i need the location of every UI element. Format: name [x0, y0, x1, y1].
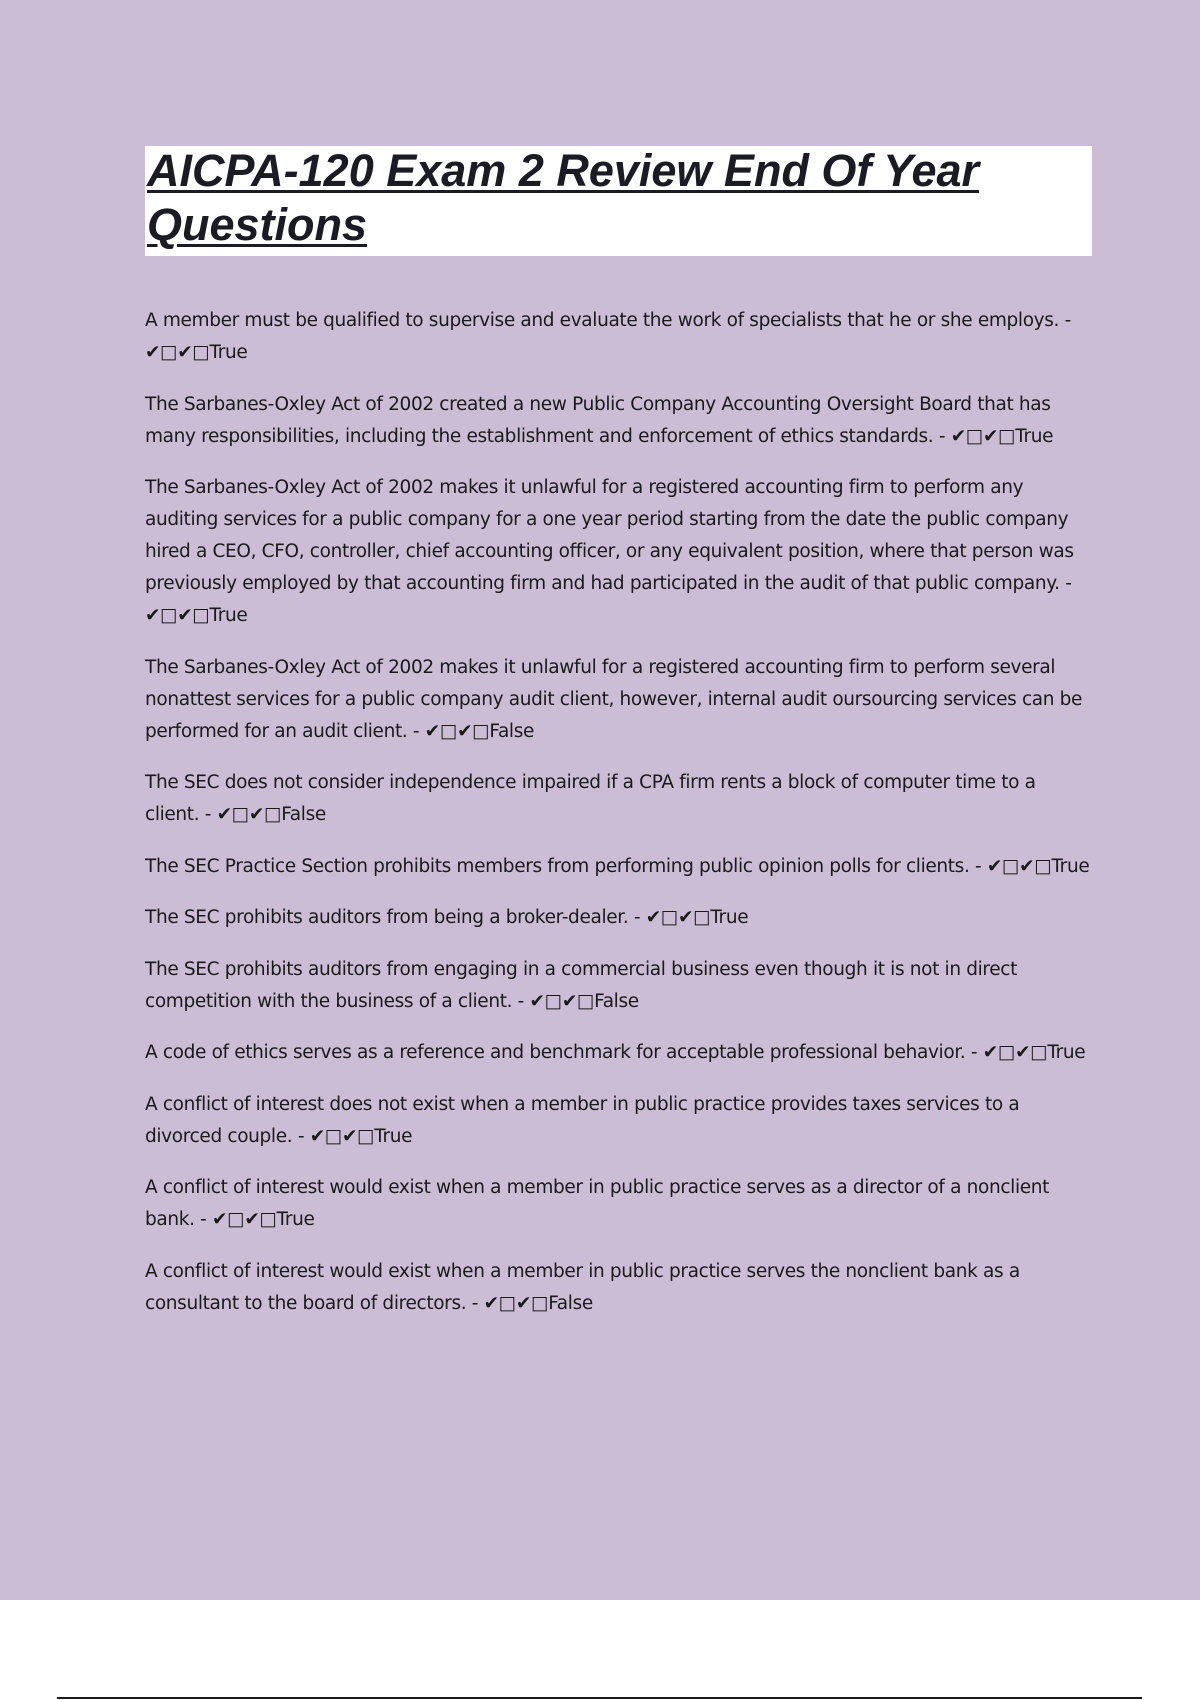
document-title: AICPA-120 Exam 2 Review End Of Year Questions: [147, 145, 980, 250]
answer-text: ✔□✔□True: [145, 342, 248, 363]
question-item: [145, 902, 1090, 934]
question-item: [145, 305, 1090, 369]
question-text: The Sarbanes-Oxley Act of 2002 created a new Public Company Accounting Oversight Board that has many responsibilities, including the establishment and enforcement of ethics standards. -: [145, 393, 1051, 447]
question-item: [145, 851, 1090, 883]
answer-text: ✔□✔□False: [424, 720, 535, 742]
question-text: A conflict of interest does not exist when a member in public practice provides taxes services to a divorced couple. -: [145, 1093, 1020, 1147]
answer-text: ✔□✔□False: [529, 990, 639, 1012]
answer-text: ✔□✔□True: [145, 605, 248, 626]
question-text: The SEC does not consider independence impaired if a CPA firm rents a block of computer time to a client. -: [145, 772, 1036, 825]
footer-divider: [57, 1697, 1142, 1699]
answer-text: ✔□✔□True: [212, 1209, 315, 1230]
question-item: [145, 767, 1090, 831]
question-text: A code of ethics serves as a reference and benchmark for acceptable professional behavior. -: [145, 1042, 983, 1063]
question-item: [145, 1172, 1090, 1236]
answer-text: ✔□✔□True: [982, 1042, 1086, 1063]
question-item: [145, 389, 1090, 453]
answer-text: ✔□✔□True: [986, 855, 1090, 877]
answer-text: ✔□✔□True: [950, 425, 1054, 447]
question-text: The SEC prohibits auditors from being a broker-dealer. -: [145, 907, 646, 928]
question-item: [145, 1256, 1090, 1320]
question-text: A member must be qualified to supervise and evaluate the work of specialists that he or she employs. -: [145, 310, 1071, 331]
answer-text: ✔□✔□False: [483, 1292, 593, 1314]
question-list: [145, 305, 1090, 1339]
question-item: [145, 1089, 1090, 1153]
question-item: [145, 1037, 1090, 1069]
question-text: The Sarbanes-Oxley Act of 2002 makes it unlawful for a registered accounting firm to perform several nonattest services for a public company audit client, however, internal audit oursourcing services can be performed for an audit client. -: [145, 656, 1083, 742]
answer-text: ✔□✔□True: [645, 907, 749, 928]
answer-text: ✔□✔□False: [216, 804, 326, 825]
question-text: The Sarbanes-Oxley Act of 2002 makes it unlawful for a registered accounting firm to perform any auditing services for a public company for a one year period starting from the date the public company hired a CEO, CFO, controller, chief accounting officer, or any equivalent position, where that person was previously employed by that accounting firm and had participated in the audit of that public company. -: [145, 477, 1074, 594]
question-item: [145, 652, 1090, 748]
question-text: A conflict of interest would exist when a member in public practice serves the nonclient bank as a consultant to the board of directors. -: [145, 1260, 1020, 1314]
question-text: The SEC prohibits auditors from engaging in a commercial business even though it is not in direct competition with the business of a client. -: [145, 958, 1018, 1012]
question-text: A conflict of interest would exist when a member in public practice serves as a director of a nonclient bank. -: [145, 1177, 1050, 1230]
question-item: [145, 954, 1090, 1018]
question-text: The SEC Practice Section prohibits members from performing public opinion polls for clients. -: [145, 855, 987, 877]
question-item: [145, 472, 1090, 632]
answer-text: ✔□✔□True: [309, 1125, 413, 1147]
